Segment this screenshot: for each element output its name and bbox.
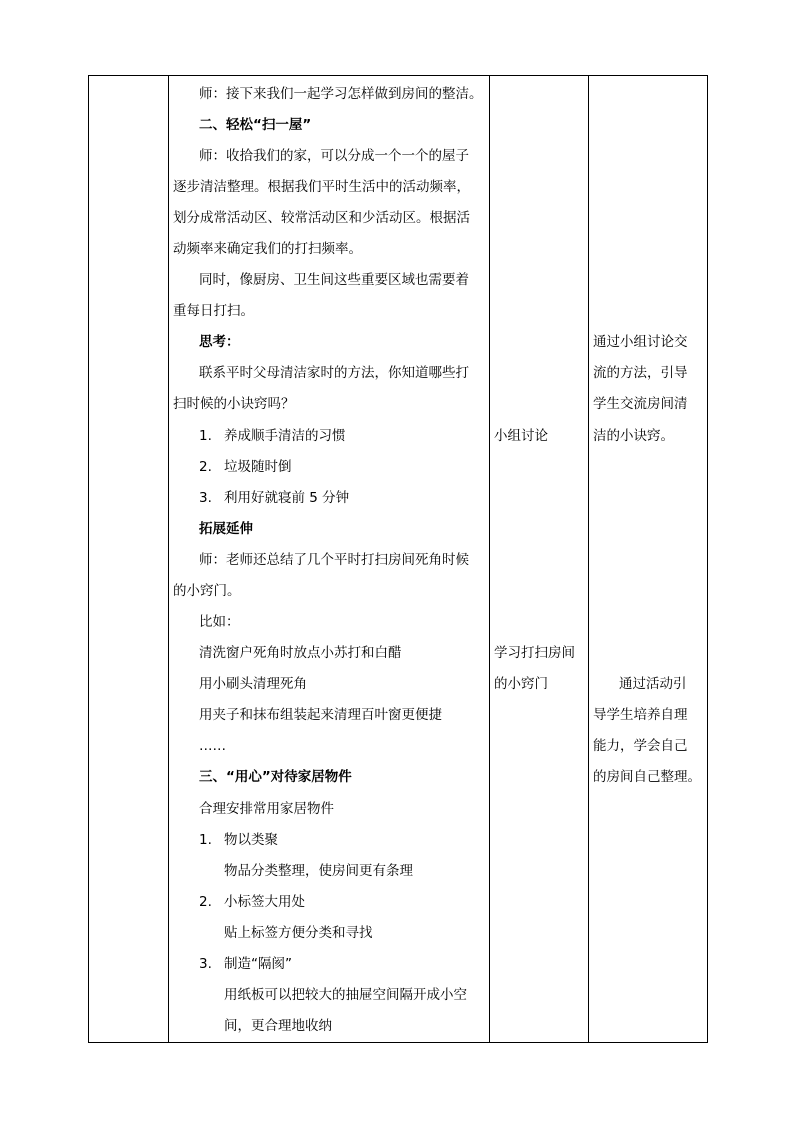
list-item: 利用好就寝前 5 分钟 [224, 490, 350, 506]
intent-text: 通过活动引 [619, 676, 687, 692]
text-line: 的小窍门。 [173, 583, 241, 599]
list-item: 物以类聚 [224, 832, 278, 848]
list-number: 2. [199, 459, 212, 475]
content-cell [169, 76, 490, 1043]
activity-text: 小组讨论 [494, 428, 548, 444]
section-heading: 三、“用心”对待家居物件 [199, 769, 352, 785]
list-item: 制造“隔阂” [224, 956, 292, 972]
text-line: 动频率来确定我们的打扫频率。 [173, 241, 362, 257]
intent-text: 学生交流房间清 [593, 396, 688, 412]
list-number: 3. [199, 490, 212, 506]
list-detail: 间，更合理地收纳 [224, 1018, 332, 1034]
text-line: 师：收拾我们的家，可以分成一个一个的屋子 [199, 148, 469, 164]
intent-text: 导学生培养自理 [593, 707, 688, 723]
list-detail: 用纸板可以把较大的抽屉空间隔开成小空 [224, 987, 467, 1003]
text-line: 比如： [199, 614, 240, 630]
intent-text: 的房间自己整理。 [593, 769, 701, 785]
text-line: 同时，像厨房、卫生间这些重要区域也需要着 [199, 272, 469, 288]
list-item: 小标签大用处 [224, 894, 305, 910]
section-heading: 二、轻松“扫一屋” [199, 117, 312, 133]
list-item: 养成顺手清洁的习惯 [224, 428, 346, 444]
intent-text: 洁的小诀窍。 [593, 428, 674, 444]
list-detail: 物品分类整理，使房间更有条理 [224, 863, 413, 879]
text-line: 师：老师还总结了几个平时打扫房间死角时候 [199, 552, 469, 568]
table-row [89, 76, 708, 1043]
list-detail: 贴上标签方便分类和寻找 [224, 925, 373, 941]
text-line: …… [199, 738, 226, 754]
list-number: 1. [199, 832, 212, 848]
lesson-table [88, 75, 708, 1043]
intent-text: 通过小组讨论交 [593, 334, 688, 350]
stage-cell [89, 76, 169, 1043]
text-line: 用夹子和抹布组装起来清理百叶窗更便捷 [199, 707, 442, 723]
intent-text: 能力，学会自己 [593, 738, 688, 754]
intent-cell [589, 76, 708, 1043]
list-item: 垃圾随时倒 [224, 459, 292, 475]
activity-text: 的小窍门 [494, 676, 548, 692]
subheading: 思考： [199, 334, 240, 350]
text-line: 师：接下来我们一起学习怎样做到房间的整洁。 [199, 86, 483, 102]
list-number: 2. [199, 894, 212, 910]
text-line: 清洗窗户死角时放点小苏打和白醋 [199, 645, 402, 661]
text-line: 逐步清洁整理。根据我们平时生活中的活动频率， [173, 179, 470, 195]
list-number: 3. [199, 956, 212, 972]
list-number: 1. [199, 428, 212, 444]
intent-text: 流的方法，引导 [593, 365, 688, 381]
text-line: 扫时候的小诀窍吗？ [173, 396, 295, 412]
activity-text: 学习打扫房间 [494, 645, 575, 661]
text-line: 联系平时父母清洁家时的方法，你知道哪些打 [199, 365, 469, 381]
text-line: 合理安排常用家居物件 [199, 801, 334, 817]
text-line: 划分成常活动区、较常活动区和少活动区。根据活 [173, 210, 470, 226]
text-line: 用小刷头清理死角 [199, 676, 307, 692]
activity-cell [490, 76, 589, 1043]
text-line: 重每日打扫。 [173, 303, 254, 319]
subheading: 拓展延伸 [199, 521, 253, 537]
